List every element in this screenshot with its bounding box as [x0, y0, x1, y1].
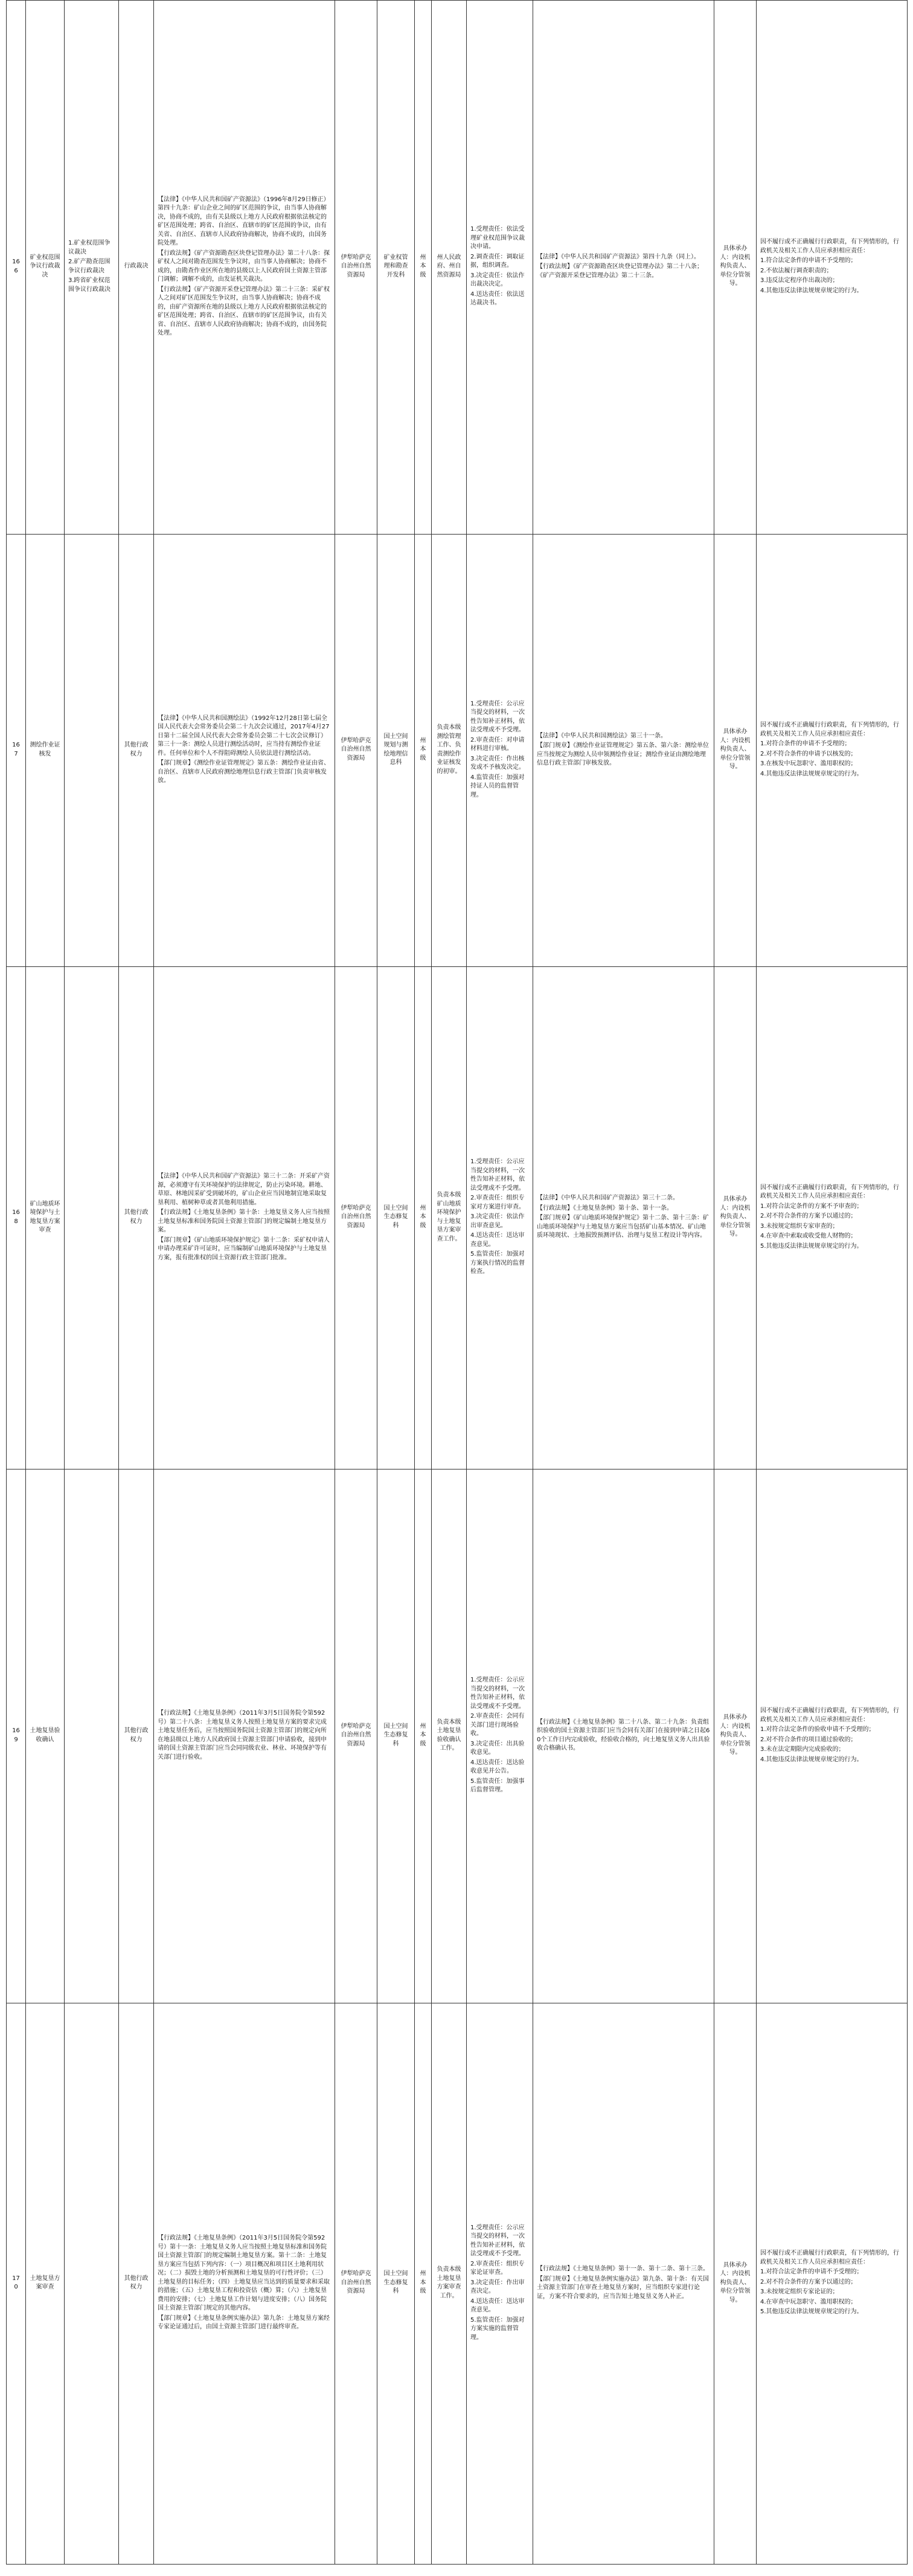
item-name-cell: [26, 1469, 65, 2003]
legal-basis: 【法律】《中华人民共和国矿产资源法》（1996年8月29日修正）第四十九条：矿山企业之间的矿区范围的争议，由当事人协商解决，协商不成的，由有关县级以上地方人民政府根据依法核定的矿区范围处理；跨省、自治区、直辖市的矿区范围的争议，由有关省、自治区、直辖市人民政府协商解决，协商不成的，由国务院处理。 【行政法规】《矿产资源勘查区块登记管理办法》第二十八条：探矿权人之间对勘查范围发生争议时，由当事人协商解决；协商不成的，由勘查作业区所在地的县级以上人民政府国土资源主管部门调解；调解不成的，由发证机关裁决。 【行政法规】《矿产资源开采登记管理办法》第二十三条：采矿权人之间对矿区范围发生争议时，由当事人协商解决；协商不成的，由矿产资源所在地的县级以上地方人民政府根据依法核定的矿区范围处理；跨省、自治区、直辖市的矿区范围争议，由有关省、自治区、直辖市人民政府协商解决；协商不成的，由国务院处理。: [158, 196, 330, 336]
duty-items-cell: [467, 1469, 533, 2003]
implementing-dept-cell: [335, 2003, 377, 2565]
responsible-subject-cell: [432, 535, 467, 967]
responsible-subject: 负责本级测绘管理工作、负责测绘作业证核发的初审。: [437, 724, 461, 775]
contact-info-cell: [714, 967, 757, 1469]
duty-basis: 【行政法规】《土地复垦条例》第十一条、第十二条、第十三条。 【部门规章】《土地复垦条例实施办法》第九条、第十条：有关国土资源主管部门在审查土地复垦方案时，应当组织专家进行论证，方案不符合要求的，应当告知土地复垦义务人补正。: [537, 2266, 709, 2300]
legal-basis-cell: [154, 967, 335, 1469]
row-number: 168: [12, 1209, 20, 1225]
contact-info-cell: [714, 2003, 757, 2565]
implementing-dept: 伊犁哈萨克自治州自然资源局: [341, 1723, 371, 1747]
implementing-dept-cell: [335, 967, 377, 1469]
row-number: 170: [12, 2275, 20, 2290]
duty-items: 1.受理责任：公示应当提交的材料，一次性告知补正材料，依法受理或不予受理。 2.审查责任：组织专家对方案进行审查。 3.决定责任：依法作出审查意见。 4.送达责任：送达审查意见。 5.监管责任：加强对方案执行情况的监督检查。: [470, 1158, 525, 1276]
accountability: 因不履行或不正确履行行政职责，有下列情形的，行政机关及相关工作人员应承担相应责任： 1.对符合法定条件的验收申请不予受理的； 2.对不符合条件的项目通过验收的； 3.未在法定期限内完成验收的； 4.其他违反法律法规规章规定的行为。: [760, 1707, 899, 1763]
accountability: 因不履行或不正确履行行政职责，有下列情形的，行政机关及相关工作人员应承担相应责任： 1.对符合法定条件的方案不予审查的； 2.对不符合条件的方案予以通过的； 3.未按规定组织专家审查的； 4.在审查中索取或收受他人财物的； 5.其他违反法律法规规章规定的行为。: [760, 1184, 899, 1250]
power-type: 其他行政权力: [124, 742, 149, 757]
sub-items-cell: [65, 2003, 119, 2565]
power-type: 其他行政权力: [124, 2275, 149, 2290]
row-number-cell: [7, 1469, 26, 2003]
admin-level-cell: [415, 2003, 432, 2565]
power-type: 其他行政权力: [124, 1727, 149, 1743]
item-name: 测绘作业证核发: [30, 742, 60, 757]
duty-items-cell: [467, 535, 533, 967]
implementing-dept: 伊犁哈萨克自治州自然资源局: [341, 1204, 371, 1229]
contact-info: 具体承办人：内设机构负责人、单位分管领导。: [720, 1714, 751, 1756]
contact-info: 具体承办人：内设机构负责人、单位分管领导。: [720, 2261, 751, 2304]
row-number-cell: [7, 535, 26, 967]
implementing-dept: 伊犁哈萨克自治州自然资源局: [341, 254, 371, 278]
power-type-cell: [119, 2003, 154, 2565]
duty-items: 1.受理责任：依法受理矿业权范围争议裁决申请。 2.调查责任：调取证据，组织调查。 3.决定责任：依法作出裁决决定。 4.送达责任：依法送达裁决书。: [470, 226, 525, 307]
duty-items-cell: [467, 967, 533, 1469]
sub-items-cell: [65, 967, 119, 1469]
implementing-dept-cell: [335, 535, 377, 967]
table-row: [7, 535, 908, 967]
admin-level-cell: [415, 1469, 432, 2003]
responsible-office-cell: [377, 1, 415, 535]
implementing-dept-cell: [335, 1, 377, 535]
item-name-cell: [26, 1, 65, 535]
duty-basis-cell: [533, 1469, 714, 2003]
legal-basis-cell: [154, 2003, 335, 2565]
item-name: 土地复垦验收确认: [30, 1727, 60, 1743]
duty-items-cell: [467, 1, 533, 535]
sub-items-cell: [65, 1, 119, 535]
responsible-subject-cell: [432, 2003, 467, 2565]
duty-items-cell: [467, 2003, 533, 2565]
legal-basis-cell: [154, 1469, 335, 2003]
duty-basis-cell: [533, 1, 714, 535]
responsible-office: 国土空间规划与测绘地理信息科: [383, 733, 408, 766]
admin-level: 州本级: [420, 1723, 426, 1747]
table-row: [7, 1469, 908, 2003]
duty-basis-cell: [533, 535, 714, 967]
table-row: [7, 967, 908, 1469]
row-number: 167: [12, 742, 20, 757]
admin-level: 州本级: [420, 1204, 426, 1229]
row-number: 169: [12, 1727, 20, 1743]
responsible-office-cell: [377, 2003, 415, 2565]
item-name-cell: [26, 535, 65, 967]
legal-basis: 【行政法规】《土地复垦条例》（2011年3月5日国务院令第592号）第二十八条：土地复垦义务人按照土地复垦方案的要求完成土地复垦任务后，应当按照国务院国土资源主管部门的规定向所在地县级以上地方人民政府国土资源主管部门申请验收，接到申请的国土资源主管部门应当会同同级农业、林业、环境保护等有关部门进行验收。: [158, 1710, 327, 1761]
table-row: [7, 1, 908, 535]
row-number-cell: [7, 2003, 26, 2565]
legal-basis: 【法律】《中华人民共和国测绘法》（1992年12月28日第七届全国人民代表大会常务委员会第二十九次会议通过，2017年4月27日第十二届全国人民代表大会常务委员会第二十七次会议修订）第三十一条：测绘人员进行测绘活动时，应当持有测绘作业证件。任何单位和个人不得阻碍测绘人员依法进行测绘活动。 【部门规章】《测绘作业证管理规定》第五条：测绘作业证由省、自治区、直辖市人民政府测绘地理信息行政主管部门负责审核发放。: [158, 715, 330, 784]
accountability: 因不履行或不正确履行行政职责，有下列情形的，行政机关及相关工作人员应承担相应责任： 1.符合法定条件的申请不予受理的； 2.不依法履行调查职责的； 3.违反法定程序作出裁决的； 4.其他违反法律法规规章规定的行为。: [760, 239, 899, 294]
table-row: [7, 2003, 908, 2565]
responsible-subject-cell: [432, 1, 467, 535]
duty-basis-cell: [533, 967, 714, 1469]
admin-level-cell: [415, 1, 432, 535]
responsible-subject: 负责本级土地复垦方案审查工作。: [437, 2266, 461, 2299]
admin-level: 州本级: [420, 737, 426, 762]
legal-basis-cell: [154, 1, 335, 535]
item-name: 土地复垦方案审查: [30, 2275, 60, 2290]
contact-info: 具体承办人：内设机构负责人、单位分管领导。: [720, 728, 751, 771]
duty-basis: 【法律】《中华人民共和国矿产资源法》第四十九条（同上）。 【行政法规】《矿产资源勘查区块登记管理办法》第二十八条；《矿产资源开采登记管理办法》第二十三条。: [537, 253, 703, 279]
responsible-office: 矿业权管理和勘查开发科: [383, 254, 408, 278]
duty-items: 1.受理责任：公示应当提交的材料，一次性告知补正材料，依法受理或不予受理。 2.审查责任：会同有关部门进行现场验收。 3.决定责任：出具验收意见。 4.送达责任：送达验收意见并公告。 5.监管责任：加强事后监督管理。: [470, 1677, 525, 1794]
sub-items: 1.矿业权范围争议裁决 2.矿产勘查范围争议行政裁决 3.跨省矿业权范围争议行政裁决: [68, 240, 111, 293]
implementing-dept: 伊犁哈萨克自治州自然资源局: [341, 2270, 371, 2295]
duty-basis: 【行政法规】《土地复垦条例》第二十八条、第二十九条：负责组织验收的国土资源主管部门应当会同有关部门在接到申请之日起60个工作日内完成验收，经验收合格的，向土地复垦义务人出具验收合格确认书。: [537, 1718, 710, 1752]
implementing-dept-cell: [335, 1469, 377, 2003]
power-type-cell: [119, 967, 154, 1469]
accountability-cell: [757, 967, 908, 1469]
accountability-cell: [757, 1, 908, 535]
power-type: 其他行政权力: [124, 1209, 149, 1225]
responsible-office-cell: [377, 1469, 415, 2003]
accountability-cell: [757, 535, 908, 967]
legal-basis-cell: [154, 535, 335, 967]
item-name-cell: [26, 967, 65, 1469]
implementing-dept: 伊犁哈萨克自治州自然资源局: [341, 737, 371, 762]
power-type-cell: [119, 535, 154, 967]
contact-info: 具体承办人：内设机构负责人、单位分管领导。: [720, 1196, 751, 1238]
row-number-cell: [7, 967, 26, 1469]
duty-basis: 【法律】《中华人民共和国测绘法》第三十一条。 【部门规章】《测绘作业证管理规定》第五条、第六条：测绘单位应当按规定为测绘人员申领测绘作业证；测绘作业证由测绘地理信息行政主管部门审核发放。: [537, 732, 709, 766]
sub-items-cell: [65, 535, 119, 967]
responsible-office: 国土空间生态修复科: [383, 2270, 408, 2295]
admin-level-cell: [415, 535, 432, 967]
contact-info-cell: [714, 535, 757, 967]
accountability: 因不履行或不正确履行行政职责，有下列情形的，行政机关及相关工作人员应承担相应责任： 1.对符合法定条件的申请不予受理的； 2.对不符合条件的方案予以通过的； 3.未按规定组织专家论证的； 4.在审查中玩忽职守、滥用职权的； 5.其他违反法律法规规章规定的行为。: [760, 2250, 899, 2316]
item-name: 矿山地质环境保护与土地复垦方案审查: [30, 1200, 60, 1233]
item-name-cell: [26, 2003, 65, 2565]
responsible-office: 国土空间生态修复科: [383, 1204, 408, 1229]
responsible-office-cell: [377, 535, 415, 967]
power-type-cell: [119, 1469, 154, 2003]
contact-info-cell: [714, 1, 757, 535]
duty-items: 1.受理责任：公示应当提交的材料，一次性告知补正材料，依法受理或不予受理。 2.审查责任：组织专家论证审查。 3.决定责任：作出审查决定。 4.送达责任：送达审查意见。 5.监管责任：加强对方案实施的监督管理。: [470, 2224, 525, 2341]
duty-basis: 【法律】《中华人民共和国矿产资源法》第三十二条。 【行政法规】《土地复垦条例》第十条、第十一条。 【部门规章】《矿山地质环境保护规定》第十二条、第十三条：矿山地质环境保护与土地复垦方案应当包括矿山基本情况、矿山地质环境现状、土地损毁预测评估、治理与复垦工程设计等内容。: [537, 1195, 709, 1239]
row-number: 166: [12, 259, 20, 274]
power-type: 行政裁决: [124, 263, 149, 270]
power-type-cell: [119, 1, 154, 535]
responsible-office-cell: [377, 967, 415, 1469]
duty-basis-cell: [533, 2003, 714, 2565]
contact-info: 具体承办人：内设机构负责人、单位分管领导。: [720, 245, 751, 287]
responsible-subject: 负责本级矿山地质环境保护与土地复垦方案审查工作。: [437, 1192, 461, 1242]
responsible-subject: 州人民政府、州自然资源局: [437, 254, 461, 278]
accountability: 因不履行或不正确履行行政职责，有下列情形的，行政机关及相关工作人员应承担相应责任： 1.对符合条件的申请不予受理的； 2.对不符合条件的申请予以核发的； 3.在核发中玩忽职守、滥用职权的； 4.其他违反法律法规规章规定的行为。: [760, 722, 899, 777]
table-body: [7, 1, 908, 2565]
admin-level: 州本级: [420, 2270, 426, 2295]
duty-items: 1.受理责任：公示应当提交的材料，一次性告知补正材料，依法受理或不予受理。 2.审查责任：对申请材料进行审核。 3.决定责任：作出核发或不予核发决定。 4.监管责任：加强对持证人员的监督管理。: [470, 700, 525, 798]
legal-basis: 【法律】《中华人民共和国矿产资源法》第三十二条：开采矿产资源，必须遵守有关环境保护的法律规定，防止污染环境。耕地、草原、林地因采矿受到破坏的，矿山企业应当因地制宜地采取复垦利用、植树种草或者其他利用措施。 【行政法规】《土地复垦条例》第十条：土地复垦义务人应当按照土地复垦标准和国务院国土资源主管部门的规定编制土地复垦方案。 【部门规章】《矿山地质环境保护规定》第十二条：采矿权申请人申请办理采矿许可证时，应当编制矿山地质环境保护与土地复垦方案，报有批准权的国土资源行政主管部门批准。: [158, 1173, 330, 1261]
responsible-subject: 负责本级土地复垦验收确认工作。: [437, 1718, 461, 1752]
accountability-cell: [757, 2003, 908, 2565]
admin-level-cell: [415, 967, 432, 1469]
legal-basis: 【行政法规】《土地复垦条例》（2011年3月5日国务院令第592号）第十一条：土地复垦义务人应当按照土地复垦标准和国务院国土资源主管部门的规定编制土地复垦方案。第十二条：土地复垦方案应当包括下列内容：（一）项目概况和项目区土地利用状况；（二）损毁土地的分析预测和土地复垦的可行性评价；（三）土地复垦的目标任务；（四）土地复垦应当达到的质量要求和采取的措施；（五）土地复垦工程和投资估（概）算；（六）土地复垦费用的安排；（七）土地复垦工作计划与进度安排；（八）国务院国土资源主管部门规定的其他内容。 【部门规章】《土地复垦条例实施办法》第九条：土地复垦方案经专家论证通过后，由国土资源主管部门进行最终审查。: [158, 2235, 330, 2331]
power-list-table: [6, 0, 908, 2565]
row-number-cell: [7, 1, 26, 535]
responsible-subject-cell: [432, 1469, 467, 2003]
sub-items-cell: [65, 1469, 119, 2003]
responsible-office: 国土空间生态修复科: [383, 1723, 408, 1747]
responsible-subject-cell: [432, 967, 467, 1469]
contact-info-cell: [714, 1469, 757, 2003]
item-name: 矿业权范围争议行政裁决: [30, 254, 60, 278]
admin-level: 州本级: [420, 254, 426, 278]
accountability-cell: [757, 1469, 908, 2003]
